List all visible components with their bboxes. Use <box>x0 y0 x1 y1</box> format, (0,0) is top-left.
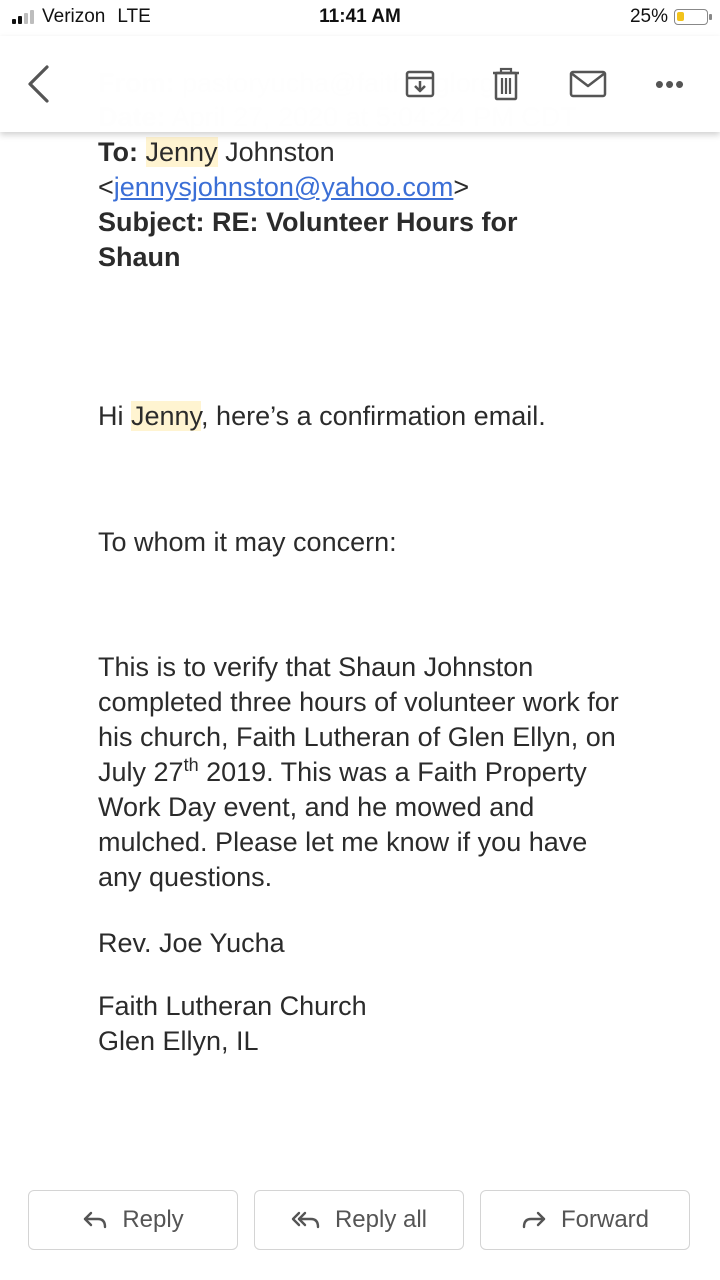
date-suffix: th <box>183 755 199 775</box>
mark-unread-button[interactable] <box>566 64 610 104</box>
status-bar <box>0 0 720 36</box>
salutation: To whom it may concern: <box>98 527 397 557</box>
top-toolbar <box>0 36 720 132</box>
reply-all-button[interactable] <box>254 1190 464 1250</box>
network-type: LTE <box>117 6 151 27</box>
archive-icon <box>404 68 436 100</box>
to-last-name: Johnston <box>225 137 335 167</box>
greeting <box>98 399 658 434</box>
subject-label: Subject: <box>98 207 205 237</box>
greeting-name: Jenny <box>131 401 202 431</box>
message-body <box>98 650 628 895</box>
forward-label: Forward <box>560 1206 650 1233</box>
battery-percent: 25% <box>629 6 668 27</box>
battery-icon <box>674 9 708 25</box>
more-icon: ••• <box>654 68 686 99</box>
archive-button[interactable] <box>400 64 440 104</box>
greeting-post: , here’s a confirmation email. <box>201 401 546 431</box>
signature-block <box>98 989 658 1059</box>
status-time: 11:41 AM <box>319 6 401 27</box>
subject-value: RE: Volunteer Hours for Shaun <box>98 207 518 272</box>
mail-icon <box>569 70 607 98</box>
to-first-name: Jenny <box>145 137 218 167</box>
subject-line <box>98 205 568 275</box>
reply-label: Reply <box>122 1206 184 1233</box>
reply-icon <box>82 1210 108 1230</box>
more-options-button[interactable] <box>650 64 690 104</box>
reply-all-label: Reply all <box>334 1206 428 1233</box>
trash-icon <box>491 67 521 101</box>
forward-icon <box>521 1210 547 1230</box>
chevron-left-icon <box>25 64 51 104</box>
battery-level <box>677 12 684 21</box>
to-label: To: <box>98 137 138 167</box>
status-right <box>630 6 708 28</box>
delete-button[interactable] <box>486 64 526 104</box>
signature-org: Faith Lutheran Church <box>98 991 367 1021</box>
signature-name: Rev. Joe Yucha <box>98 928 285 958</box>
body-part2: 2019. This was a Faith Property Work Day event, and he mowed and mulched. Please let me know if you have any questions. <box>98 757 588 892</box>
signature-location: Glen Ellyn, IL <box>98 1026 259 1056</box>
forward-button[interactable] <box>480 1190 690 1250</box>
to-line: To: Jenny Johnston <jennysjohnston@yahoo.com> <box>98 137 470 202</box>
carrier-name: Verizon <box>42 6 106 27</box>
greeting-pre: Hi <box>98 401 131 431</box>
to-email-link[interactable]: jennysjohnston@yahoo.com <box>113 172 454 202</box>
reply-all-icon <box>291 1210 321 1230</box>
back-button[interactable] <box>16 58 60 110</box>
reply-button[interactable] <box>28 1190 238 1250</box>
body-part1: This is to verify that Shaun Johnston completed three hours of volunteer work for his church, Faith Lutheran of Glen Ellyn, on July 27 <box>98 652 619 787</box>
